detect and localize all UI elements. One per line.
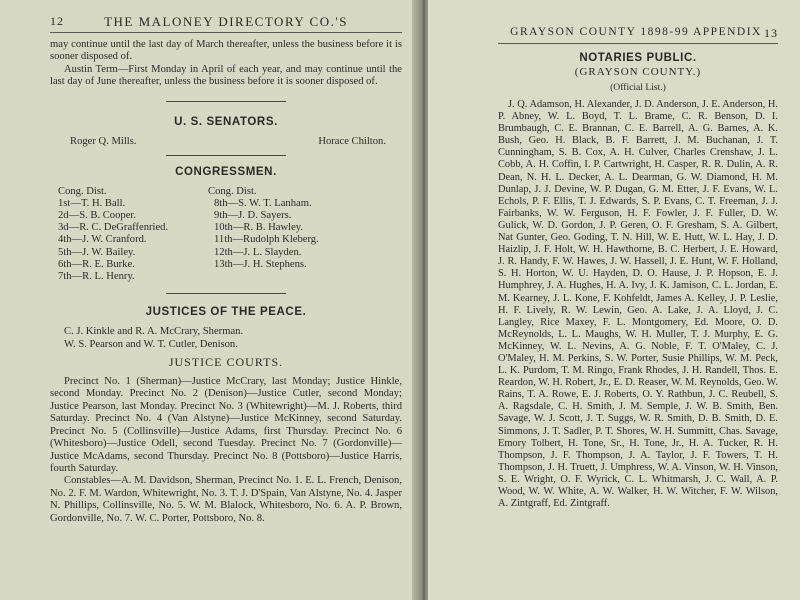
congressman: 2d—S. B. Cooper. — [58, 210, 136, 222]
congressman: 11th—Rudolph Kleberg. — [214, 234, 319, 246]
congressman: 9th—J. D. Sayers. — [214, 210, 292, 222]
congressman: 6th—R. E. Burke. — [58, 258, 135, 270]
divider-rule — [166, 293, 286, 294]
left-running-head — [50, 14, 402, 33]
senator-name: Roger Q. Mills. — [70, 135, 137, 147]
right-page — [428, 0, 800, 600]
column-header: Cong. Dist. — [58, 185, 107, 197]
divider-rule — [166, 155, 286, 156]
congressman: 3d—R. C. DeGraffenried. — [58, 222, 169, 234]
column-header: Cong. Dist. — [208, 185, 257, 197]
congressmen-column-2 — [208, 186, 358, 284]
senators-list — [70, 136, 386, 147]
justice-courts-text: Precinct No. 1 (Sherman)—Justice McCrary, last Monday; Justice Hinkle, second Monday. Precinct No. 2 (Denison)—Justice Cutler, second Monday; Justice Pearson, last Monday. Precinct No. 3 (Whitewright)—M. J. Roberts, third Saturday. Precinct No. 4 (Van Alstyne)—Justice McKinney, second Saturday. Precinct No. 5 (Collinsville)—Justice Adams, first Thursday. Precinct No. 6 (Whitesboro)—Justice Odell, second Tuesday. Precinct No. 7 (Gordonville)—Justice McAdams, second Thursday. Precinct No. 8 (Pottsboro)—Justice Harris, fourth Saturday. — [50, 376, 402, 474]
congressman: 5th—J. W. Bailey. — [58, 246, 136, 258]
congressmen-heading: CONGRESSMEN. — [175, 165, 277, 178]
senators-heading: U. S. SENATORS. — [174, 115, 278, 128]
congressman: 8th—S. W. T. Lanham. — [214, 197, 312, 209]
justices-heading: JUSTICES OF THE PEACE. — [145, 306, 307, 319]
congressmen-table — [58, 186, 402, 284]
constables-text: Constables—A. M. Davidson, Sherman, Precinct No. 1. E. L. French, Denison, No. 2. F. M. Wardon, Whitewright, No. 3. T. J. D'Spain, Van Alstyne, No. 4. Jasper N. Phillips, Collinsville, No. 5. W. M. Blalock, Whitesboro, No. 6. A. P. Brown, Gordonville, No. 7. W. C. Porter, Pottsboro, No. 8. — [50, 475, 402, 524]
justice-courts-heading: JUSTICE COURTS. — [168, 355, 284, 370]
congressman: 10th—R. B. Hawley. — [214, 222, 304, 234]
page-number-right: 13 — [764, 26, 778, 40]
divider-rule — [166, 101, 286, 102]
running-title-right: GRAYSON COUNTY 1898-99 APPENDIX — [510, 26, 762, 38]
justices-line: C. J. Kinkle and R. A. McCrary, Sherman. — [64, 326, 244, 338]
congressman: 12th—J. L. Slayden. — [214, 246, 302, 258]
page-number-left: 12 — [50, 14, 64, 28]
official-list-note: (Official List.) — [610, 82, 666, 93]
congressman: 4th—J. W. Cranford. — [58, 234, 147, 246]
congressmen-column-1 — [58, 186, 208, 284]
justices-line: W. S. Pearson and W. T. Cutler, Denison. — [64, 338, 238, 350]
intro-paragraph-2: Austin Term—First Monday in April of each year, and may continue until the last day of June thereafter, unless the business before it is sooner disposed of. — [50, 63, 402, 88]
congressman: 13th—J. H. Stephens. — [214, 258, 307, 270]
right-running-head — [498, 26, 778, 44]
notaries-subheading: (GRAYSON COUNTY.) — [574, 66, 702, 78]
running-title-left: THE MALONEY DIRECTORY CO.'S — [104, 14, 348, 29]
notaries-heading: NOTARIES PUBLIC. — [579, 52, 697, 64]
senator-name: Horace Chilton. — [318, 135, 386, 147]
congressman: 1st—T. H. Ball. — [58, 197, 126, 209]
congressman: 7th—R. L. Henry. — [58, 271, 135, 283]
notaries-names: J. Q. Adamson, H. Alexander, J. D. Anderson, J. E. Anderson, H. P. Abney, W. L. Boyd, T. L. Brame, C. R. Benson, D. I. Brumbaugh, C. E. Brannan, C. E. Barrell, A. G. Barnes, A. K. Bush, Geo. H. Black, B. F. Barrett, J. M. Buchanan, J. T. Cunningham, S. B. Cox, A. H. Culver, Charles Crenshaw, J. L. Cobb, A. H. Coffin, I. P. Cartwright, H. Casper, R. R. Dulin, A. R. Dean, N. H. L. Decker, A. L. Dearman, G. W. Diamond, H. M. Dunlap, J. J. Devine, W. P. Dugan, G. M. Etter, J. F. Evans, W. L. Echols, P. F. Ellis, T. J. Edwards, S. P. Evans, C. T. Freeman, J. J. Fairbanks, W. W. Ferguson, H. F. Fowler, J. F. Fuller, D. W. Gulick, W. D. Gordon, J. P. Geren, O. F. Gresham, S. A. Gilbert, Nat Gunter, Geo. Goding, T. N. Hill, W. E. Hutt, W. L. Hay, J. D. Haizlip, J. F. Holt, W. H. Hawthorne, B. C. Herbert, J. E. Howard, J. R. Handy, F. W. Hawes, J. W. Hassell, J. E. Hunt, W. F. Holland, S. H. Horton, W. U. Hayden, D. O. Hause, J. P. Hopson, E. J. Humphrey, J. A. Hughes, H. A. Ivy, J. K. Jamison, C. L. Jordan, E. M. Kearney, J. L. Kone, F. Kohfeldt, James A. Kelley, J. P. Leslie, H. F. Lively, R. W. Lewin, Geo. A. Lake, J. A. Lloyd, J. C. Langley, Rice Maxey, F. L. Montgomery, Ed. Moore, O. D. McReynolds, L. L. Maughs, W. H. Muller, T. J. Murphy, E. G. McKinney, W. L. Nevins, A. G. Noble, F. T. O'Maley, C. J. O'Maley, H. M. Perkins, S. W. Porter, Susie Phillips, W. M. Peck, L. K. Purdom, T. M. Ringo, Frank Rhodes, J. H. Randell, Thos. E. Reardon, W. H. Robert, Jr., E. D. Reaser, W. M. Reynolds, Geo. W. Rains, T. A. Rowe, E. J. Roberts, O. Y. Rathbun, J. C. Reubell, S. A. Ragsdale, C. H. Smith, J. M. Semple, J. W. B. Smith, Ben. Savage, W. J. Scott, J. T. Suggs, W. R. Smith, D. B. Smith, D. E. Simmons, J. T. Sadler, P. T. Shores, W. H. Summitt, Chas. Savage, Emory Tolbert, H. Tone, Sr., H. Tone, Jr., H. A. Tucker, R. H. Thompson, J. F. Thompson, J. A. Taylor, J. F. Towers, T. H. Thompson, J. H. Truett, J. Umphress, W. A. Vinson, W. H. Vinson, S. E. Wright, O. F. Wyrick, C. L. Whitmarsh, J. C. Wall, A. P. Wood, W. W. White, A. W. Walker, H. W. Witcher, F. W. Wilson, A. Zintgraff, Ed. Zintgraff. — [498, 99, 778, 510]
intro-paragraph-1: may continue until the last day of March thereafter, unless the business before it is sooner disposed of. — [50, 39, 402, 63]
